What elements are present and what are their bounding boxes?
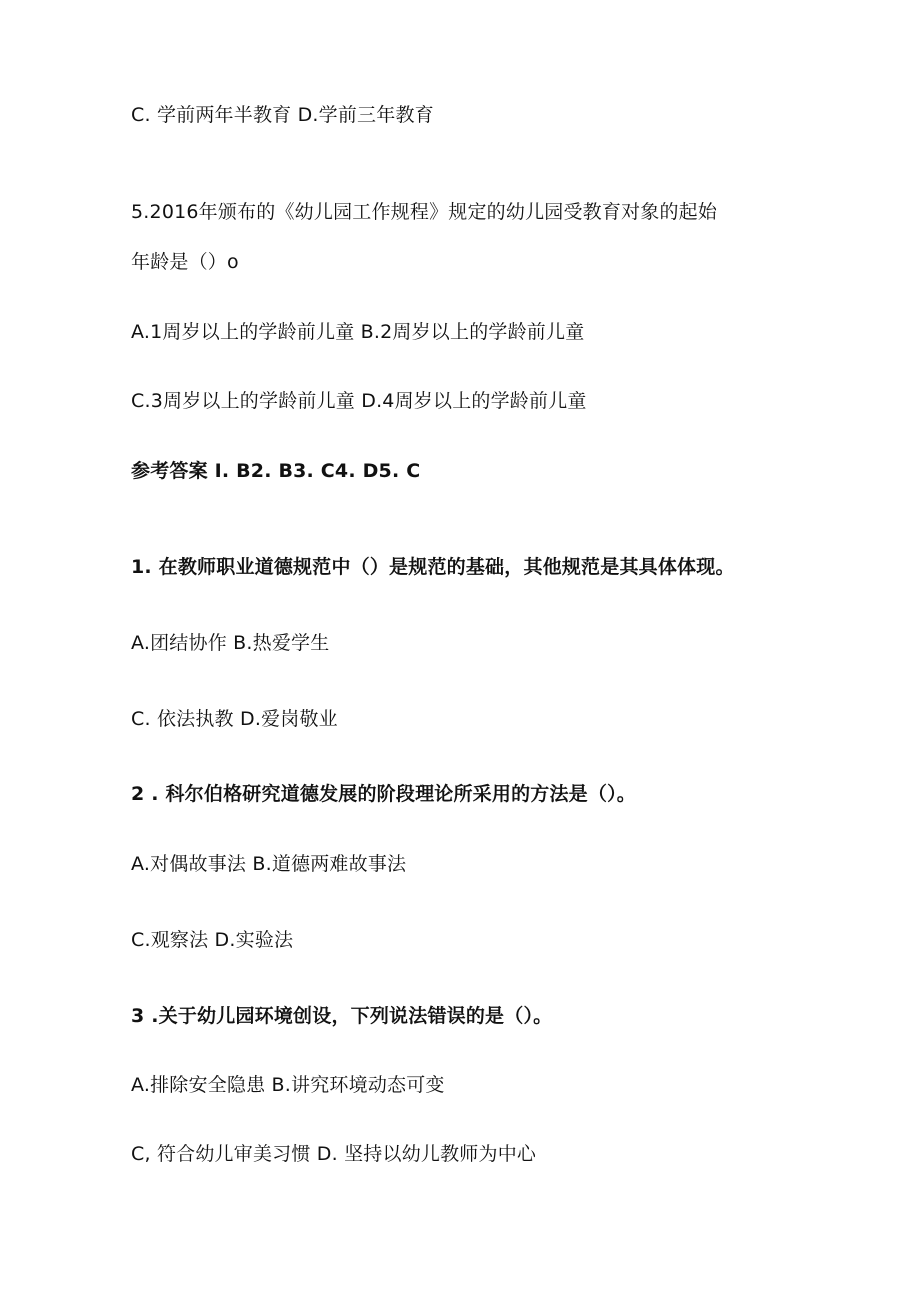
q5-stem-line1: 5.2016年颁布的《幼儿园工作规程》规定的幼儿园受教育对象的起始 <box>131 201 718 223</box>
q4-options-cd: C. 学前两年半教育 D.学前三年教育 <box>131 104 434 126</box>
q2-stem: 2 . 科尔伯格研究道德发展的阶段理论所采用的方法是（）。 <box>131 783 636 805</box>
q5-stem-line2: 年龄是（）o <box>131 251 239 273</box>
q1-stem: 1. 在教师职业道德规范中（）是规范的基础，其他规范是其具体体现。 <box>131 556 735 578</box>
answer-key: 参考答案 I. B2. B3. C4. D5. C <box>131 460 421 482</box>
q3-stem: 3 .关于幼儿园环境创设，下列说法错误的是（）。 <box>131 1005 553 1027</box>
q1-options-ab: A.团结协作 B.热爱学生 <box>131 632 330 654</box>
q2-options-cd: C.观察法 D.实验法 <box>131 929 294 951</box>
q1-options-cd: C. 依法执教 D.爱岗敬业 <box>131 708 338 730</box>
q3-options-ab: A.排除安全隐患 B.讲究环境动态可变 <box>131 1074 445 1096</box>
q5-options-cd: C.3周岁以上的学龄前儿童 D.4周岁以上的学龄前儿童 <box>131 390 587 412</box>
q2-options-ab: A.对偶故事法 B.道德两难故事法 <box>131 853 407 875</box>
q3-options-cd: C, 符合幼儿审美习惯 D. 坚持以幼儿教师为中心 <box>131 1143 537 1165</box>
q5-options-ab: A.1周岁以上的学龄前儿童 B.2周岁以上的学龄前儿童 <box>131 321 585 343</box>
